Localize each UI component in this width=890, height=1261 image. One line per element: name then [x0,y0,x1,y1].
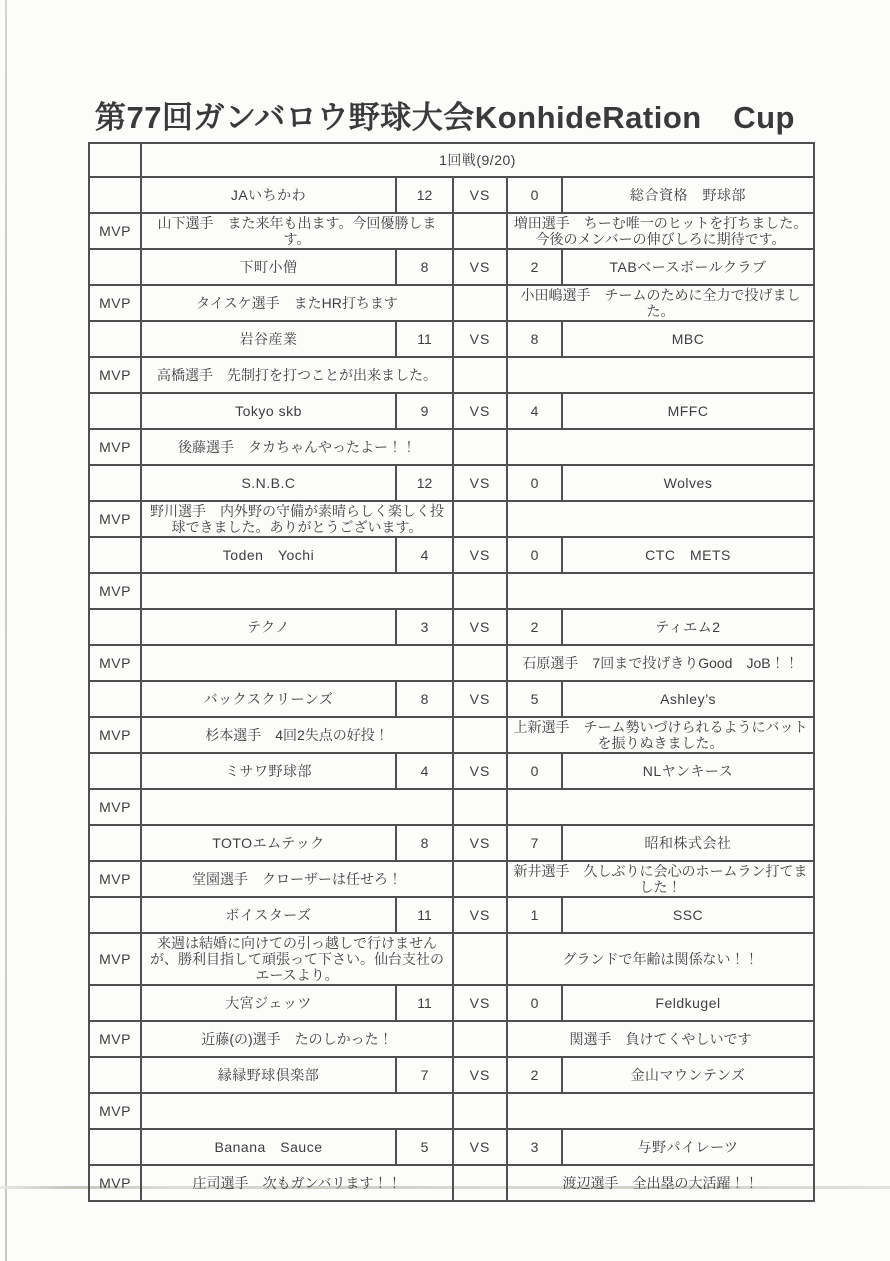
mvp-col-spacer [89,897,141,933]
away-score-cell: 0 [507,177,562,213]
away-team-cell: MBC [562,321,814,357]
mvp-col-spacer [89,393,141,429]
mvp-row [89,933,814,985]
vs-cell: VS [453,249,507,285]
home-mvp-comment-cell [141,1093,453,1129]
home-score-cell: 8 [396,249,453,285]
mvp-label-cell: MVP [89,1093,141,1129]
away-team-cell: MFFC [562,393,814,429]
home-mvp-comment-cell: 高橋選手 先制打を打つことが出来ました。 [141,357,453,393]
away-score-cell: 1 [507,897,562,933]
home-team-cell: Toden Yochi [141,537,396,573]
away-score-cell: 0 [507,537,562,573]
away-score-cell: 0 [507,985,562,1021]
vs-cell: VS [453,465,507,501]
home-score-cell: 12 [396,177,453,213]
home-mvp-comment-cell: 庄司選手 次もガンバリます！！ [141,1165,453,1201]
home-team-cell: 大宮ジェッツ [141,985,396,1021]
home-team-cell: JAいちかわ [141,177,396,213]
vs-cell: VS [453,393,507,429]
away-team-cell: SSC [562,897,814,933]
match-row [89,609,814,645]
mvp-label-cell: MVP [89,357,141,393]
match-row [89,177,814,213]
match-row [89,897,814,933]
vs-cell: VS [453,753,507,789]
match-row [89,321,814,357]
home-team-cell: バックスクリーンズ [141,681,396,717]
mvp-label-cell: MVP [89,933,141,985]
mvp-row [89,429,814,465]
home-mvp-comment-cell [141,645,453,681]
away-score-cell: 2 [507,609,562,645]
match-row [89,825,814,861]
mvp-row [89,357,814,393]
home-mvp-comment-cell: 杉本選手 4回2失点の好投！ [141,717,453,753]
home-score-cell: 11 [396,897,453,933]
mvp-label-cell: MVP [89,717,141,753]
match-row [89,1057,814,1093]
mvp-col-spacer [89,1057,141,1093]
away-mvp-comment-cell [507,573,814,609]
away-mvp-comment-cell: 関選手 負けてくやしいです [507,1021,814,1057]
home-team-cell: ボイスターズ [141,897,396,933]
mvp-col-spacer [89,465,141,501]
home-score-cell: 3 [396,609,453,645]
round-header: 1回戦(9/20) [141,143,814,177]
mvp-label-cell: MVP [89,213,141,249]
away-score-cell: 7 [507,825,562,861]
away-mvp-comment-cell: 上新選手 チーム勢いづけられるようにバットを振りぬきました。 [507,717,814,753]
home-team-cell: Banana Sauce [141,1129,396,1165]
mvp-col-spacer [89,681,141,717]
mvp-row [89,789,814,825]
mvp-col-spacer [89,177,141,213]
away-score-cell: 0 [507,465,562,501]
home-score-cell: 8 [396,825,453,861]
away-mvp-comment-cell [507,501,814,537]
home-team-cell: S.N.B.C [141,465,396,501]
mvp-row [89,1165,814,1201]
away-mvp-comment-cell [507,429,814,465]
home-mvp-comment-cell: 近藤(の)選手 たのしかった！ [141,1021,453,1057]
away-team-cell: 総合資格 野球部 [562,177,814,213]
home-mvp-comment-cell: 来週は結婚に向けての引っ越しで行けませんが、勝利目指して頑張って下さい。仙台支社のエースより。 [141,933,453,985]
match-row [89,393,814,429]
vs-col-spacer [453,1021,507,1057]
away-team-cell: Wolves [562,465,814,501]
mvp-col-spacer [89,825,141,861]
mvp-label-cell: MVP [89,1021,141,1057]
home-score-cell: 4 [396,753,453,789]
home-mvp-comment-cell [141,573,453,609]
vs-cell: VS [453,537,507,573]
mvp-label-cell: MVP [89,645,141,681]
results-table [88,142,815,1202]
mvp-label-cell: MVP [89,861,141,897]
mvp-col-spacer [89,249,141,285]
away-team-cell: Feldkugel [562,985,814,1021]
away-score-cell: 4 [507,393,562,429]
mvp-row [89,213,814,249]
home-mvp-comment-cell: 野川選手 内外野の守備が素晴らしく楽しく投球できました。ありがとうございます。 [141,501,453,537]
match-row [89,537,814,573]
away-team-cell: ティエム2 [562,609,814,645]
match-row [89,465,814,501]
home-team-cell: 岩谷産業 [141,321,396,357]
vs-cell: VS [453,321,507,357]
mvp-label-cell: MVP [89,1165,141,1201]
home-score-cell: 12 [396,465,453,501]
home-score-cell: 5 [396,1129,453,1165]
mvp-label-cell: MVP [89,789,141,825]
vs-col-spacer [453,357,507,393]
mvp-label-cell: MVP [89,429,141,465]
vs-cell: VS [453,1129,507,1165]
away-team-cell: NLヤンキース [562,753,814,789]
vs-col-spacer [453,285,507,321]
vs-col-spacer [453,213,507,249]
mvp-row [89,1093,814,1129]
mvp-col-spacer [89,537,141,573]
away-mvp-comment-cell: 石原選手 7回まで投げきりGood JoB！！ [507,645,814,681]
vs-col-spacer [453,429,507,465]
mvp-label-cell: MVP [89,285,141,321]
home-score-cell: 7 [396,1057,453,1093]
mvp-col-spacer [89,985,141,1021]
home-mvp-comment-cell [141,789,453,825]
mvp-row [89,501,814,537]
vs-col-spacer [453,789,507,825]
mvp-row [89,1021,814,1057]
mvp-label-cell: MVP [89,573,141,609]
away-team-cell: CTC METS [562,537,814,573]
results-tbody [89,143,814,1201]
mvp-label-cell: MVP [89,501,141,537]
home-team-cell: Tokyo skb [141,393,396,429]
home-score-cell: 11 [396,321,453,357]
home-score-cell: 8 [396,681,453,717]
away-score-cell: 2 [507,249,562,285]
vs-cell: VS [453,985,507,1021]
away-score-cell: 5 [507,681,562,717]
mvp-row [89,717,814,753]
home-team-cell: ミサワ野球部 [141,753,396,789]
vs-col-spacer [453,717,507,753]
vs-cell: VS [453,825,507,861]
home-team-cell: 下町小僧 [141,249,396,285]
match-row [89,985,814,1021]
home-score-cell: 9 [396,393,453,429]
match-row [89,753,814,789]
header-mvp-col-spacer [89,143,141,177]
away-score-cell: 8 [507,321,562,357]
vs-col-spacer [453,1165,507,1201]
away-mvp-comment-cell [507,1093,814,1129]
away-mvp-comment-cell: 渡辺選手 全出塁の大活躍！！ [507,1165,814,1201]
mvp-row [89,573,814,609]
mvp-row [89,645,814,681]
match-row [89,681,814,717]
away-team-cell: 金山マウンテンズ [562,1057,814,1093]
away-mvp-comment-cell [507,357,814,393]
away-score-cell: 3 [507,1129,562,1165]
round-header-row [89,143,814,177]
away-mvp-comment-cell [507,789,814,825]
away-mvp-comment-cell: 増田選手 ちーむ唯一のヒットを打ちました。今後のメンバーの伸びしろに期待です。 [507,213,814,249]
home-team-cell: 縁縁野球倶楽部 [141,1057,396,1093]
home-team-cell: テクノ [141,609,396,645]
away-mvp-comment-cell: 小田嶋選手 チームのために全力で投げました。 [507,285,814,321]
mvp-col-spacer [89,753,141,789]
home-team-cell: TOTOエムテック [141,825,396,861]
home-score-cell: 11 [396,985,453,1021]
home-mvp-comment-cell: 堂園選手 クローザーは任せろ！ [141,861,453,897]
vs-cell: VS [453,177,507,213]
match-row [89,1129,814,1165]
mvp-col-spacer [89,609,141,645]
away-team-cell: Ashley’s [562,681,814,717]
home-mvp-comment-cell: 後藤選手 タカちゃんやったよー！！ [141,429,453,465]
mvp-col-spacer [89,321,141,357]
away-mvp-comment-cell: グランドで年齢は関係ない！！ [507,933,814,985]
mvp-row [89,861,814,897]
mvp-row [89,285,814,321]
vs-col-spacer [453,1093,507,1129]
home-mvp-comment-cell: 山下選手 また来年も出ます。今回優勝します。 [141,213,453,249]
away-team-cell: 昭和株式会社 [562,825,814,861]
scan-edge-left [5,0,7,1261]
vs-col-spacer [453,933,507,985]
home-score-cell: 4 [396,537,453,573]
away-mvp-comment-cell: 新井選手 久しぶりに会心のホームラン打てました！ [507,861,814,897]
vs-col-spacer [453,501,507,537]
away-team-cell: TABベースボールクラブ [562,249,814,285]
vs-cell: VS [453,897,507,933]
vs-col-spacer [453,573,507,609]
vs-cell: VS [453,609,507,645]
vs-cell: VS [453,1057,507,1093]
match-row [89,249,814,285]
vs-cell: VS [453,681,507,717]
vs-col-spacer [453,861,507,897]
away-score-cell: 0 [507,753,562,789]
away-team-cell: 与野パイレーツ [562,1129,814,1165]
vs-col-spacer [453,645,507,681]
home-mvp-comment-cell: タイスケ選手 またHR打ちます [141,285,453,321]
page-title: 第77回ガンバロウ野球大会KonhideRation Cup [95,100,795,135]
away-score-cell: 2 [507,1057,562,1093]
mvp-col-spacer [89,1129,141,1165]
